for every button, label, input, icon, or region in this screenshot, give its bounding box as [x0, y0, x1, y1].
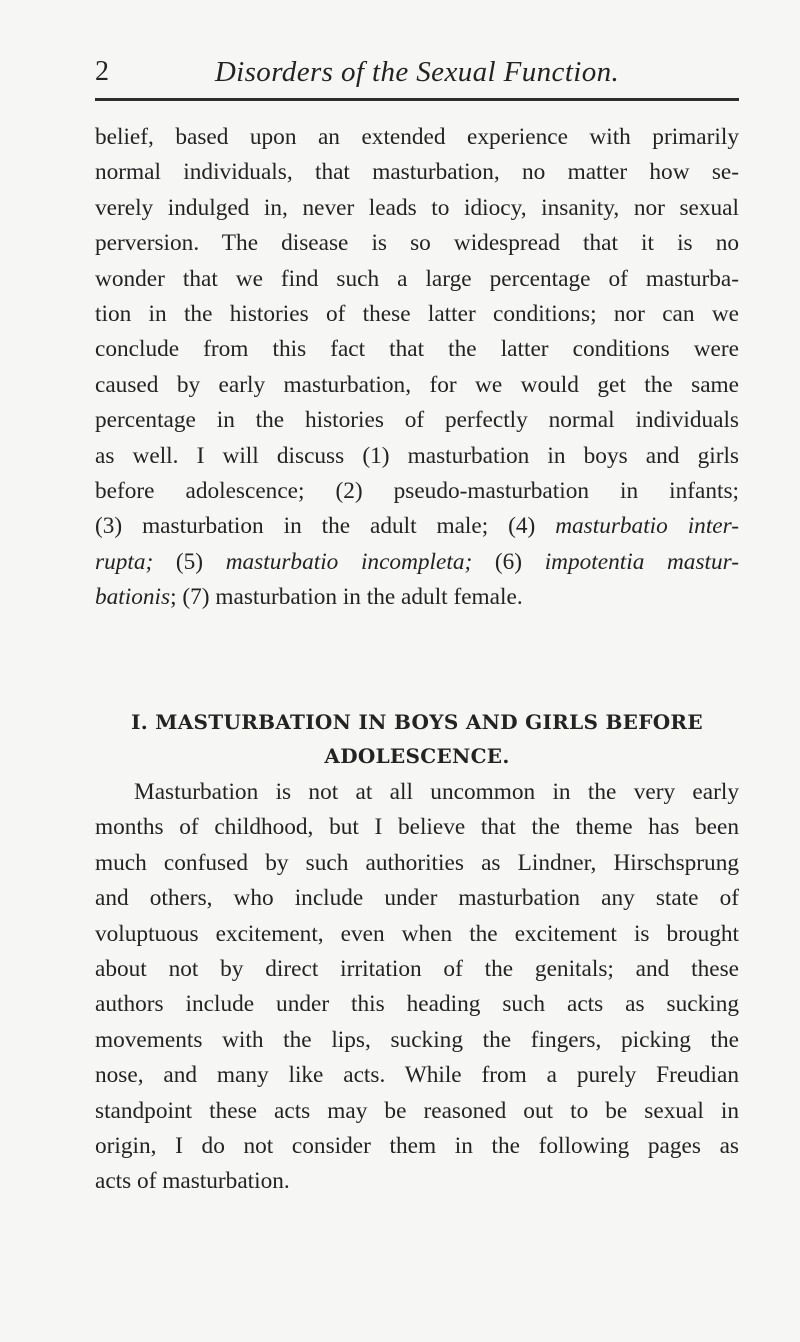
paragraph-1	[95, 120, 739, 615]
text-line	[95, 509, 739, 544]
latin-term: masturbatio incompleta;	[225, 548, 473, 575]
text-line	[95, 580, 739, 615]
text-line: standpoint these acts may be reasoned out to be sexual in	[95, 1097, 739, 1124]
text-segment: ; (7) masturbation in the adult female.	[170, 584, 523, 611]
latin-term: masturbatio inter-	[555, 513, 739, 540]
text-line: voluptuous excitement, even when the excitement is brought	[95, 920, 739, 947]
text-line: percentage in the histories of perfectly normal individuals	[95, 407, 739, 434]
text-segment: (5)	[153, 548, 226, 575]
text-line: and others, who include under masturbation any state of	[95, 885, 739, 912]
latin-term: impotentia mastur-	[544, 548, 739, 575]
text-line: authors include under this heading such acts as sucking	[95, 991, 739, 1018]
running-head	[95, 50, 739, 94]
section-heading-line: ADOLESCENCE.	[324, 744, 510, 768]
text-line: wonder that we find such a large percentage of masturba-	[95, 265, 739, 292]
text-line: acts of masturbation.	[95, 1168, 290, 1195]
text-segment: (3) masturbation in the adult male; (4)	[95, 513, 556, 540]
text-line: normal individuals, that masturbation, no matter how se-	[95, 159, 739, 186]
paragraph-2	[95, 775, 739, 1200]
text-line: about not by direct irritation of the genitals; and these	[95, 955, 739, 982]
running-title: Disorders of the Sexual Function.	[214, 56, 620, 88]
text-line: belief, based upon an extended experience with primarily	[95, 124, 739, 150]
text-line: caused by early masturbation, for we would get the same	[95, 371, 739, 398]
latin-term: bationis	[95, 584, 171, 611]
latin-term: rupta;	[95, 548, 154, 575]
text-line: Masturbation is not at all uncommon in the very early	[134, 779, 739, 805]
text-line: conclude from this fact that the latter conditions were	[95, 336, 739, 363]
text-line: much confused by such authorities as Lindner, Hirschsprung	[95, 849, 739, 876]
text-line: movements with the lips, sucking the fingers, picking the	[95, 1026, 739, 1053]
text-line: nose, and many like acts. While from a purely Freudian	[95, 1062, 739, 1089]
text-segment: (6)	[472, 548, 545, 575]
text-line: before adolescence; (2) pseudo-masturbation in infants;	[95, 477, 739, 504]
page-number: 2	[95, 56, 109, 87]
text-line: perversion. The disease is so widespread that it is no	[95, 230, 739, 257]
text-line: verely indulged in, never leads to idiocy, insanity, nor sexual	[95, 194, 739, 221]
text-line: origin, I do not consider them in the following pages as	[95, 1132, 739, 1159]
section-heading-line: I. MASTURBATION IN BOYS AND GIRLS BEFORE	[131, 710, 703, 734]
section-heading	[95, 705, 739, 773]
text-line: as well. I will discuss (1) masturbation in boys and girls	[95, 442, 739, 469]
text-line: months of childhood, but I believe that the theme has been	[95, 814, 739, 841]
header-rule	[95, 98, 739, 101]
text-line: tion in the histories of these latter conditions; nor can we	[95, 300, 739, 327]
text-line	[95, 545, 739, 580]
